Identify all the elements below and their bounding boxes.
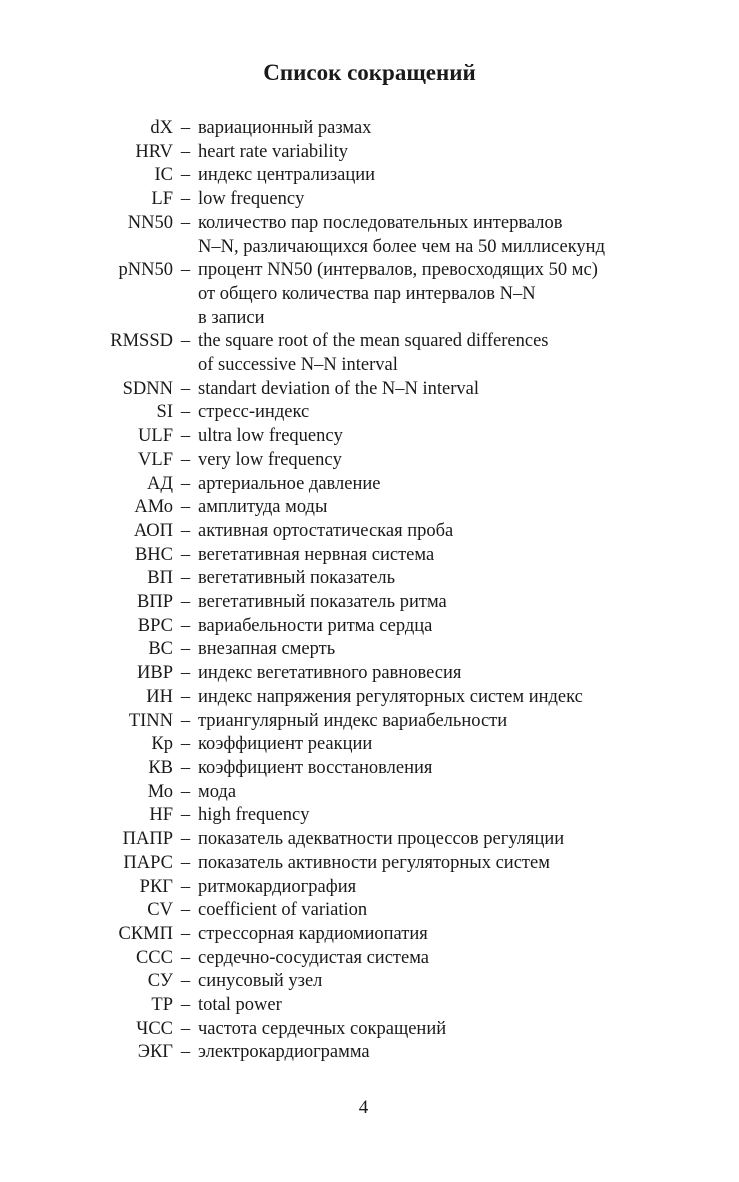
- definition-line: амплитуда моды: [198, 497, 328, 518]
- abbreviation-term: SI: [156, 402, 173, 423]
- abbreviation-definition: [198, 923, 739, 947]
- definition-line: very low frequency: [198, 449, 342, 470]
- abbreviation-definition: [198, 567, 739, 591]
- abbreviation-term: SDNN: [122, 378, 173, 399]
- dash-separator: –: [180, 686, 191, 707]
- abbreviation-definition: [198, 804, 739, 828]
- definition-line: коэффициент реакции: [198, 734, 373, 755]
- abbreviation-term: Кр: [151, 734, 173, 755]
- definition-line: внезапная смерть: [198, 639, 336, 660]
- definition-line: вегетативный показатель ритма: [198, 592, 447, 613]
- abbreviation-term: ПАРС: [123, 852, 173, 873]
- abbreviation-entry: [0, 591, 739, 615]
- dash-separator: –: [180, 426, 191, 447]
- definition-line: стресс-индекс: [198, 402, 310, 423]
- abbreviation-entry: [0, 710, 739, 734]
- definition-line: коэффициент восстановления: [198, 757, 433, 778]
- dash-separator: –: [180, 947, 191, 968]
- page-number: 4: [358, 1097, 369, 1118]
- abbreviation-entry: [0, 828, 739, 852]
- abbreviation-entry: [0, 876, 739, 900]
- definition-line: индекс вегетативного равновесия: [198, 663, 462, 684]
- abbreviation-entry: [0, 164, 739, 188]
- abbreviation-definition: [198, 259, 739, 330]
- abbreviation-entry: [0, 638, 739, 662]
- abbreviation-entry: [0, 804, 739, 828]
- abbreviation-definition: [198, 473, 739, 497]
- abbreviation-definition: [198, 212, 739, 259]
- abbreviation-term: IC: [154, 165, 173, 186]
- abbreviation-term: ВНС: [134, 544, 173, 565]
- abbreviation-entry: [0, 733, 739, 757]
- dash-separator: –: [180, 497, 191, 518]
- abbreviation-term: HF: [149, 805, 173, 826]
- abbreviation-definition: [198, 401, 739, 425]
- abbreviation-definition: [198, 852, 739, 876]
- abbreviation-term: RMSSD: [110, 331, 173, 352]
- abbreviation-definition: [198, 757, 739, 781]
- definition-line: индекс централизации: [198, 165, 376, 186]
- abbreviations-list: [0, 117, 739, 1065]
- abbreviation-entry: [0, 259, 739, 330]
- abbreviation-definition: [198, 710, 739, 734]
- dash-separator: –: [180, 473, 191, 494]
- abbreviation-entry: [0, 473, 739, 497]
- abbreviation-term: ВПР: [137, 592, 173, 613]
- abbreviation-term: LF: [151, 189, 173, 210]
- abbreviation-term: ИН: [146, 686, 173, 707]
- abbreviation-entry: [0, 449, 739, 473]
- dash-separator: –: [180, 118, 191, 138]
- definition-line: ритмокардиография: [198, 876, 357, 897]
- abbreviation-definition: [198, 876, 739, 900]
- abbreviation-entry: [0, 567, 739, 591]
- abbreviation-definition: [198, 164, 739, 188]
- abbreviation-term: pNN50: [118, 260, 173, 281]
- abbreviation-term: КВ: [148, 757, 173, 778]
- dash-separator: –: [180, 663, 191, 684]
- abbreviation-term: ULF: [138, 426, 173, 447]
- dash-separator: –: [180, 923, 191, 944]
- definition-line: ultra low frequency: [198, 426, 343, 447]
- definition-line: of successive N–N interval: [198, 355, 398, 376]
- abbreviation-definition: [198, 188, 739, 212]
- abbreviation-entry: [0, 520, 739, 544]
- definition-line: total power: [198, 995, 282, 1016]
- abbreviation-definition: [198, 662, 739, 686]
- dash-separator: –: [180, 971, 191, 992]
- abbreviation-definition: [198, 1018, 739, 1042]
- abbreviation-definition: [198, 425, 739, 449]
- definition-line: сердечно-сосудистая система: [198, 947, 429, 968]
- definition-line: в записи: [198, 307, 265, 328]
- abbreviation-definition: [198, 141, 739, 165]
- abbreviation-term: Мо: [147, 781, 173, 802]
- abbreviation-entry: [0, 781, 739, 805]
- definition-line: триангулярный индекс вариабельности: [198, 710, 508, 731]
- abbreviation-definition: [198, 947, 739, 971]
- abbreviation-entry: [0, 899, 739, 923]
- abbreviation-term: CV: [147, 900, 173, 921]
- abbreviation-definition: [198, 733, 739, 757]
- dash-separator: –: [180, 260, 191, 281]
- abbreviation-entry: [0, 994, 739, 1018]
- abbreviation-term: dX: [150, 118, 173, 138]
- abbreviation-term: ВП: [147, 568, 173, 589]
- abbreviation-term: NN50: [127, 212, 173, 233]
- definition-line: частота сердечных сокращений: [198, 1018, 447, 1039]
- abbreviation-definition: [198, 544, 739, 568]
- dash-separator: –: [180, 449, 191, 470]
- abbreviation-term: ЭКГ: [137, 1042, 173, 1063]
- abbreviation-term: TP: [151, 995, 173, 1016]
- dash-separator: –: [180, 189, 191, 210]
- abbreviation-entry: [0, 1018, 739, 1042]
- definition-line: the square root of the mean squared differences: [198, 331, 549, 352]
- abbreviation-term: ССС: [135, 947, 173, 968]
- definition-line: low frequency: [198, 189, 305, 210]
- abbreviation-entry: [0, 615, 739, 639]
- abbreviation-entry: [0, 757, 739, 781]
- abbreviation-definition: [198, 638, 739, 662]
- abbreviation-entry: [0, 188, 739, 212]
- dash-separator: –: [180, 378, 191, 399]
- abbreviation-term: СКМП: [118, 923, 173, 944]
- abbreviation-entry: [0, 141, 739, 165]
- abbreviation-term: АОП: [133, 520, 173, 541]
- dash-separator: –: [180, 212, 191, 233]
- definition-line: процент NN50 (интервалов, превосходящих 50 мс): [198, 260, 598, 281]
- dash-separator: –: [180, 165, 191, 186]
- abbreviation-definition: [198, 1041, 739, 1065]
- definition-line: индекс напряжения регуляторных систем индекс: [198, 686, 583, 707]
- definition-line: артериальное давление: [198, 473, 381, 494]
- abbreviation-definition: [198, 828, 739, 852]
- abbreviation-term: ВРС: [137, 615, 173, 636]
- abbreviation-term: АД: [147, 473, 173, 494]
- definition-line: активная ортостатическая проба: [198, 520, 454, 541]
- definition-line: вариабельности ритма сердца: [198, 615, 433, 636]
- abbreviation-entry: [0, 1041, 739, 1065]
- dash-separator: –: [180, 141, 191, 162]
- dash-separator: –: [180, 829, 191, 850]
- definition-line: синусовый узел: [198, 971, 323, 992]
- definition-line: вариационный размах: [198, 118, 372, 138]
- definition-line: показатель активности регуляторных систем: [198, 852, 550, 873]
- abbreviation-term: VLF: [138, 449, 173, 470]
- definition-line: стрессорная кардиомиопатия: [198, 923, 428, 944]
- dash-separator: –: [180, 995, 191, 1016]
- abbreviation-term: СУ: [147, 971, 173, 992]
- dash-separator: –: [180, 331, 191, 352]
- dash-separator: –: [180, 520, 191, 541]
- dash-separator: –: [180, 1042, 191, 1063]
- abbreviation-definition: [198, 449, 739, 473]
- abbreviation-entry: [0, 970, 739, 994]
- abbreviation-definition: [198, 117, 739, 141]
- abbreviation-entry: [0, 401, 739, 425]
- abbreviation-entry: [0, 117, 739, 141]
- abbreviation-term: TINN: [128, 710, 173, 731]
- abbreviation-entry: [0, 852, 739, 876]
- dash-separator: –: [180, 402, 191, 423]
- abbreviation-definition: [198, 591, 739, 615]
- definition-line: N–N, различающихся более чем на 50 миллисекунд: [198, 236, 605, 257]
- definition-line: от общего количества пар интервалов N–N: [198, 283, 536, 304]
- abbreviation-definition: [198, 378, 739, 402]
- definition-line: coefficient of variation: [198, 900, 368, 921]
- definition-line: мода: [198, 781, 237, 802]
- dash-separator: –: [180, 852, 191, 873]
- definition-line: heart rate variability: [198, 141, 348, 162]
- dash-separator: –: [180, 1018, 191, 1039]
- dash-separator: –: [180, 757, 191, 778]
- definition-line: вегетативный показатель: [198, 568, 396, 589]
- dash-separator: –: [180, 568, 191, 589]
- abbreviation-term: HRV: [135, 141, 173, 162]
- abbreviation-definition: [198, 994, 739, 1018]
- dash-separator: –: [180, 592, 191, 613]
- definition-line: high frequency: [198, 805, 310, 826]
- abbreviation-definition: [198, 781, 739, 805]
- dash-separator: –: [180, 544, 191, 565]
- abbreviation-entry: [0, 923, 739, 947]
- dash-separator: –: [180, 734, 191, 755]
- abbreviation-entry: [0, 662, 739, 686]
- abbreviation-entry: [0, 686, 739, 710]
- abbreviation-entry: [0, 212, 739, 259]
- abbreviation-entry: [0, 378, 739, 402]
- dash-separator: –: [180, 805, 191, 826]
- abbreviation-term: АМо: [134, 497, 173, 518]
- abbreviation-entry: [0, 544, 739, 568]
- dash-separator: –: [180, 781, 191, 802]
- dash-separator: –: [180, 876, 191, 897]
- abbreviation-definition: [198, 496, 739, 520]
- abbreviation-definition: [198, 686, 739, 710]
- abbreviation-definition: [198, 970, 739, 994]
- definition-line: standart deviation of the N–N interval: [198, 378, 480, 399]
- dash-separator: –: [180, 900, 191, 921]
- abbreviation-definition: [198, 330, 739, 377]
- abbreviation-term: ИВР: [137, 663, 173, 684]
- abbreviation-entry: [0, 496, 739, 520]
- abbreviation-term: ПАПР: [122, 829, 173, 850]
- abbreviation-entry: [0, 330, 739, 377]
- abbreviation-definition: [198, 520, 739, 544]
- definition-line: показатель адекватности процессов регуляции: [198, 829, 565, 850]
- abbreviation-term: ЧСС: [136, 1018, 173, 1039]
- abbreviation-definition: [198, 899, 739, 923]
- definition-line: электрокардиограмма: [198, 1042, 370, 1063]
- abbreviation-entry: [0, 947, 739, 971]
- dash-separator: –: [180, 710, 191, 731]
- abbreviation-definition: [198, 615, 739, 639]
- page-title: Список сокращений: [263, 60, 476, 85]
- dash-separator: –: [180, 639, 191, 660]
- abbreviation-entry: [0, 425, 739, 449]
- definition-line: количество пар последовательных интервалов: [198, 212, 563, 233]
- definition-line: вегетативная нервная система: [198, 544, 435, 565]
- dash-separator: –: [180, 615, 191, 636]
- abbreviation-term: РКГ: [139, 876, 173, 897]
- abbreviation-term: ВС: [148, 639, 173, 660]
